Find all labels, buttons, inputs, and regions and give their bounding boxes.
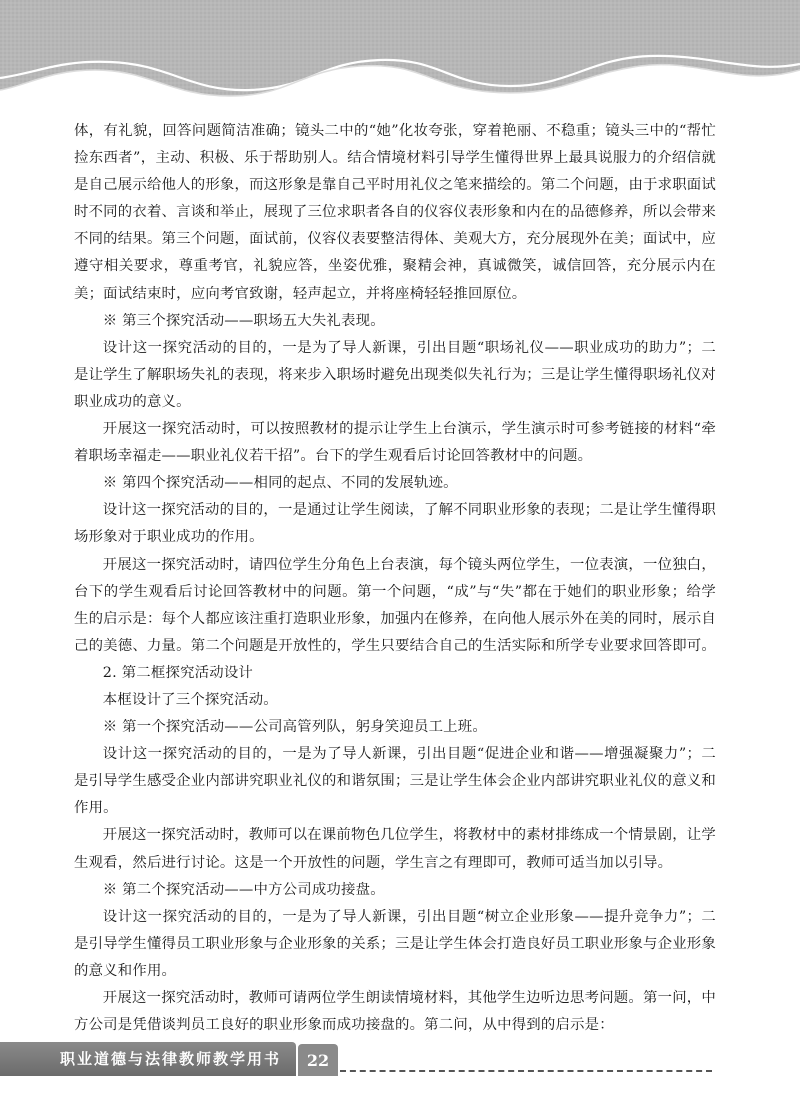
footer-dashed-rule (340, 1070, 712, 1072)
page-number: 22 (306, 1051, 330, 1070)
paragraph: 本框设计了三个探究活动。 (102, 691, 278, 708)
paragraph: 开展这一探究活动时，教师可以在课前物色几位学生，将教材中的素材排练成一个情景剧，让学生观看，然后进行讨论。这是一个开放性的问题，学生言之有理即可，教师可适当加以引导。 (74, 827, 716, 871)
header-wave-band (0, 0, 800, 110)
paragraph: 设计这一探究活动的目的，一是通过让学生阅读，了解不同职业形象的表现；二是让学生懂得职场形象对于职业成功的作用。 (74, 502, 716, 546)
page-footer (0, 1036, 800, 1096)
footer-book-title: 职业道德与法律教师教学用书 (60, 1050, 282, 1068)
paragraph: 开展这一探究活动时，请四位学生分角色上台表演，每个镜头两位学生，一位表演，一位独白，台下的学生观看后讨论回答教材中的问题。第一个问题，“成”与“失”都在于她们的职业形象；给学生的启示是：每个人都应该注重打造职业形象，加强内在修养，在向他人展示外在美的同时，展示自己的美德、力量。第二个问题是开放性的，学生只要结合自己的生活实际和所学专业要求回答即可。 (74, 556, 716, 654)
paragraph: 2. 第二框探究活动设计 (102, 664, 254, 681)
paragraph: ※ 第一个探究活动——公司高管列队，躬身笑迎员工上班。 (102, 719, 487, 736)
paragraph: ※ 第四个探究活动——相同的起点、不同的发展轨迹。 (102, 475, 458, 492)
paragraph: 设计这一探究活动的目的，一是为了导人新课，引出目题“树立企业形象——提升竞争力”；二是引导学生懂得员工职业形象与企业形象的关系；三是让学生体会打造良好员工职业形象与企业形象的意义和作用。 (74, 908, 716, 979)
paragraph: 开展这一探究活动时，教师可请两位学生朗读情境材料，其他学生边听边思考问题。第一问，中方公司是凭借谈判员工良好的职业形象而成功接盘的。第二问，从中得到的启示是： (74, 990, 716, 1034)
paragraph: 体，有礼貌，回答问题简洁准确；镜头二中的“她”化妆夸张，穿着艳丽、不稳重；镜头三中的“帮忙捡东西者”，主动、积极、乐于帮助别人。结合情境材料引导学生懂得世界上最具说服力的介绍信就是自己展示给他人的形象，而这形象是靠自己平时用礼仪之笔来描绘的。第二个问题，由于求职面试时不同的衣着、言谈和举止，展现了三位求职者各自的仪容仪表形象和内在的品德修养，所以会带来不同的结果。第三个问题，面试前，仪容仪表要整洁得体、美观大方，充分展现外在美；面试中，应遵守相关要求，尊重考官，礼貌应答，坐姿优雅，聚精会神，真诚微笑，诚信回答，充分展示内在美；面试结束时，应向考官致谢，轻声起立，并将座椅轻轻推回原位。 (74, 123, 716, 302)
body-text (74, 118, 716, 1039)
paragraph: 设计这一探究活动的目的，一是为了导人新课，引出目题“职场礼仪——职业成功的助力”；二是让学生了解职场失礼的表现，将来步入职场时避免出现类似失礼行为；三是让学生懂得职场礼仪对职业成功的意义。 (74, 339, 716, 410)
paragraph: 设计这一探究活动的目的，一是为了导人新课，引出目题“促进企业和谐——增强凝聚力”；二是引导学生感受企业内部讲究职业礼仪的和谐氛围；三是让学生体会企业内部讲究职业礼仪的意义和作用。 (74, 746, 716, 817)
paragraph: ※ 第三个探究活动——职场五大失礼表现。 (102, 312, 385, 329)
paragraph: 开展这一探究活动时，可以按照教材的提示让学生上台演示，学生演示时可参考链接的材料“牵着职场幸福走——职业礼仪若干招”。台下的学生观看后讨论回答教材中的问题。 (74, 421, 716, 465)
paragraph: ※ 第二个探究活动——中方公司成功接盘。 (102, 881, 385, 898)
